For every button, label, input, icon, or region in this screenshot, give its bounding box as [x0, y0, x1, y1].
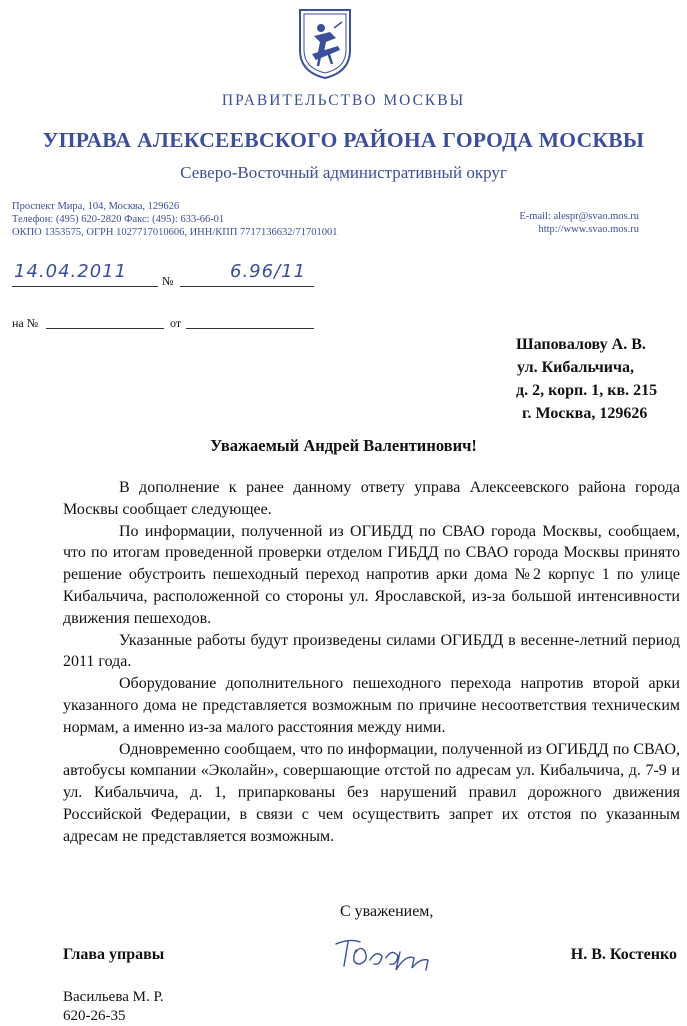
date-underline — [12, 286, 158, 287]
greeting: Уважаемый Андрей Валентинович! — [210, 436, 477, 455]
handwritten-signature — [330, 930, 450, 975]
organization-title: УПРАВА АЛЕКСЕЕВСКОГО РАЙОНА ГОРОДА МОСКВЫ — [42, 128, 645, 152]
email-text: E-mail: alespr@svao.mos.ru — [519, 211, 639, 222]
position-title: Глава управы — [63, 946, 165, 963]
regards-text: С уважением, — [340, 903, 434, 920]
moscow-coat-of-arms-icon — [296, 6, 354, 80]
government-title: ПРАВИТЕЛЬСТВО МОСКВЫ — [221, 92, 466, 109]
registration-number: 6.96/11 — [230, 261, 307, 282]
recipient-street: ул. Кибальчича, — [517, 359, 635, 376]
recipient-city: г. Москва, 129626 — [522, 405, 648, 422]
signatory-name: Н. В. Костенко — [570, 946, 677, 963]
address-line: Проспект Мира, 104, Москва, 129626 — [12, 201, 180, 212]
number-label: № — [162, 274, 174, 288]
paragraph: В дополнение к ранее данному ответу управа Алексеевского района города Москвы сообщает следующее. — [63, 479, 680, 518]
address-block — [12, 200, 337, 239]
paragraph: По информации, полученной из ОГИБДД по СВАО города Москвы, сообщаем, что по итогам проведенной проверки отделом ГИБДД по СВАО города Москвы принято решение обустроить пешеходный переход напротив арки дома №2 корпус 1 по улице Кибальчича, расположенной со стороны ул. Ярославской, из-за большой интенсивности движения пешеходов. — [63, 522, 680, 627]
executor-block — [63, 988, 164, 1026]
contacts-block — [519, 210, 639, 236]
website-text: http://www.svao.mos.ru — [538, 224, 639, 235]
registration-date: 14.04.2011 — [14, 261, 128, 282]
paragraph: Одновременно сообщаем, что по информации, полученной из ОГИБДД по СВАО, автобусы компании «Эколайн», совершающие отстой по адресам ул. Кибальчича, д. 7-9 и ул. Кибальчича, д. 1, припаркованы без нарушений правил дорожного движения Российской Федерации, в связи с чем осуществить запрет их отстоя по указанным адресам не представляется возможным. — [63, 740, 680, 845]
from-date-underline — [186, 328, 314, 329]
paragraph: Оборудование дополнительного пешеходного перехода напротив второй арки указанного дома не представляется возможным по причине несоответствия техническим нормам, а именно из-за малого расстояния между ними. — [63, 675, 680, 736]
recipient-name: Шаповалову А. В. — [516, 336, 646, 353]
recipient-house: д. 2, корп. 1, кв. 215 — [516, 382, 658, 399]
from-label: от — [170, 316, 182, 330]
registration-codes-line: ОКПО 1353575, ОГРН 1027717010606, ИНН/КПП 7717136632/71701001 — [12, 227, 338, 238]
executor-phone: 620-26-35 — [63, 1008, 126, 1024]
paragraph: Указанные работы будут произведены силами ОГИБДД в весенне-летний период 2011 года. — [63, 631, 680, 671]
recipient-block — [516, 333, 657, 425]
reply-number-underline — [46, 328, 164, 329]
phone-line: Телефон: (495) 620-2820 Факс: (495): 633-66-01 — [12, 214, 225, 225]
letter-body — [63, 477, 680, 848]
district-subtitle: Северо-Восточный административный округ — [180, 163, 507, 182]
number-underline — [180, 286, 314, 287]
executor-name: Васильева М. Р. — [63, 989, 164, 1005]
reply-to-label: на № — [12, 316, 39, 330]
